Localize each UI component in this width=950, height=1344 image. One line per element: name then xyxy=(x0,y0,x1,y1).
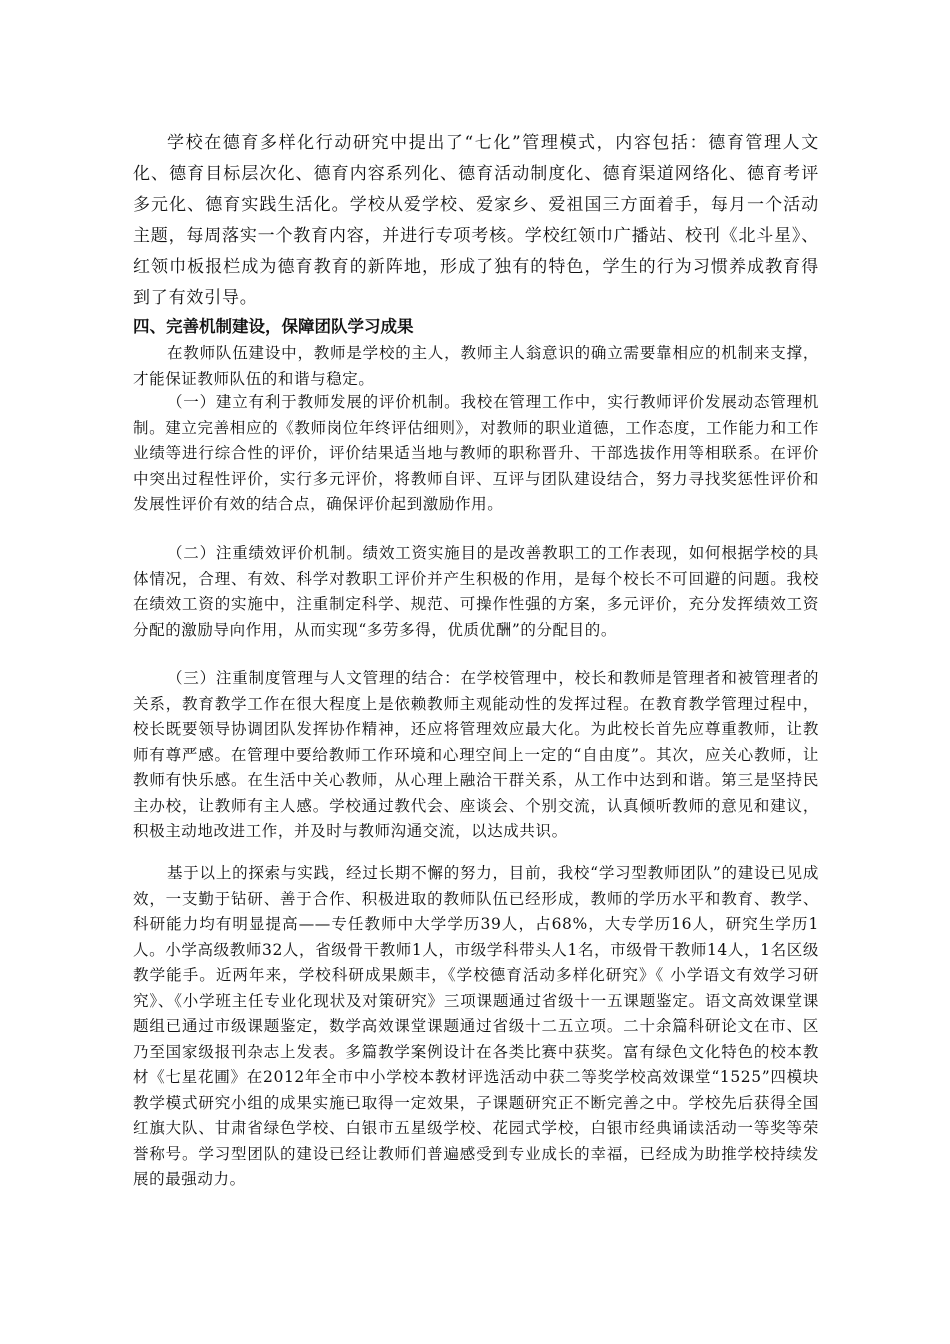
paragraph-management-combination: （三）注重制度管理与人文管理的结合：在学校管理中，校长和教师是管理者和被管理者的关系，教育教学工作在很大程度上是依赖教师主观能动性的发挥过程。在教育教学管理过程中，校长既要领导协调团队发挥协作精神，还应将管理效应最大化。为此校长首先应尊重教师，让教师有尊严感。在管理中要给教师工作环境和心理空间上一定的“自由度”。其次，应关心教师，让教师有快乐感。在生活中关心教师，从心理上融洽干群关系，从工作中达到和谐。第三是坚持民主办校，让教师有主人感。学校通过教代会、座谈会、个别交流，认真倾听教师的意见和建议，积极主动地改进工作，并及时与教师沟通交流，以达成共识。 xyxy=(133,669,819,840)
paragraph-evaluation-mechanism: （一）建立有利于教师发展的评价机制。我校在管理工作中，实行教师评价发展动态管理机制。建立完善相应的《教师岗位年终评估细则》，对教师的职业道德，工作态度，工作能力和工作业绩等进行综合性的评价，评价结果适当地与教师的职称晋升、干部选拔作用等相联系。在评价中突出过程性评价，实行多元评价，将教师自评、互评与团队建设结合，努力寻找奖惩性评价和发展性评价有效的结合点，确保评价起到激励作用。 xyxy=(133,393,819,513)
paragraph-achievements: 基于以上的探索与实践，经过长期不懈的努力，目前，我校“学习型教师团队”的建设已见成效，一支勤于钻研、善于合作、积极进取的教师队伍已经形成，教师的学历水平和教育、教学、科研能力均有明显提高——专任教师中大学学历39人，占68%，大专学历16人，研究生学历1人。小学高级教师32人，省级骨干教师1人，市级学科带头人1名，市级骨干教师14人，1名区级教学能手。近两年来，学校科研成果颇丰，《学校德育活动多样化研究》《 小学语文有效学习研究》、《小学班主任专业化现状及对策研究》三项课题通过省级十一五课题鉴定。语文高效课堂课题组已通过市级课题鉴定，数学高效课堂课题通过省级十二五立项。二十余篇科研论文在市、区乃至国家级报刊杂志上发表。多篇教学案例设计在各类比赛中获奖。富有绿色文化特色的校本教材《七星花圃》在2012年全市中小学校本教材评选活动中获二等奖学校高效课堂“1525”四模块教学模式研究小组的成果实施已取得一定效果，子课题研究正不断完善之中。学校先后获得全国红旗大队、甘肃省绿色学校、白银市五星级学校、花园式学校，白银市经典诵读活动一等奖等荣誉称号。学习型团队的建设已经让教师们普遍感受到专业成长的幸福，已经成为助推学校持续发展的最强动力。 xyxy=(133,864,819,1188)
paragraph-mechanism-intro: 在教师队伍建设中，教师是学校的主人，教师主人翁意识的确立需要靠相应的机制来支撑，才能保证教师队伍的和谐与稳定。 xyxy=(133,344,819,388)
paragraph-moral-education: 学校在德育多样化行动研究中提出了“七化”管理模式，内容包括：德育管理人文化、德育目标层次化、德育内容系列化、德育活动制度化、德育渠道网络化、德育考评多元化、德育实践生活化。学校从爱学校、爱家乡、爱祖国三方面着手，每月一个活动主题，每周落实一个教育内容，并进行专项考核。学校红领巾广播站、校刊《北斗星》、红领巾板报栏成为德育教育的新阵地，形成了独有的特色，学生的行为习惯养成教育得到了有效引导。 xyxy=(133,133,819,308)
paragraph-performance-evaluation: （二）注重绩效评价机制。绩效工资实施目的是改善教职工的工作表现，如何根据学校的具体情况，合理、有效、科学对教职工评价并产生积极的作用，是每个校长不可回避的问题。我校在绩效工资的实施中，注重制定科学、规范、可操作性强的方案，多元评价，充分发挥绩效工资分配的激励导向作用，从而实现“多劳多得，优质优酬”的分配目的。 xyxy=(133,544,819,639)
section-heading-4: 四、完善机制建设，保障团队学习成果 xyxy=(133,317,414,336)
